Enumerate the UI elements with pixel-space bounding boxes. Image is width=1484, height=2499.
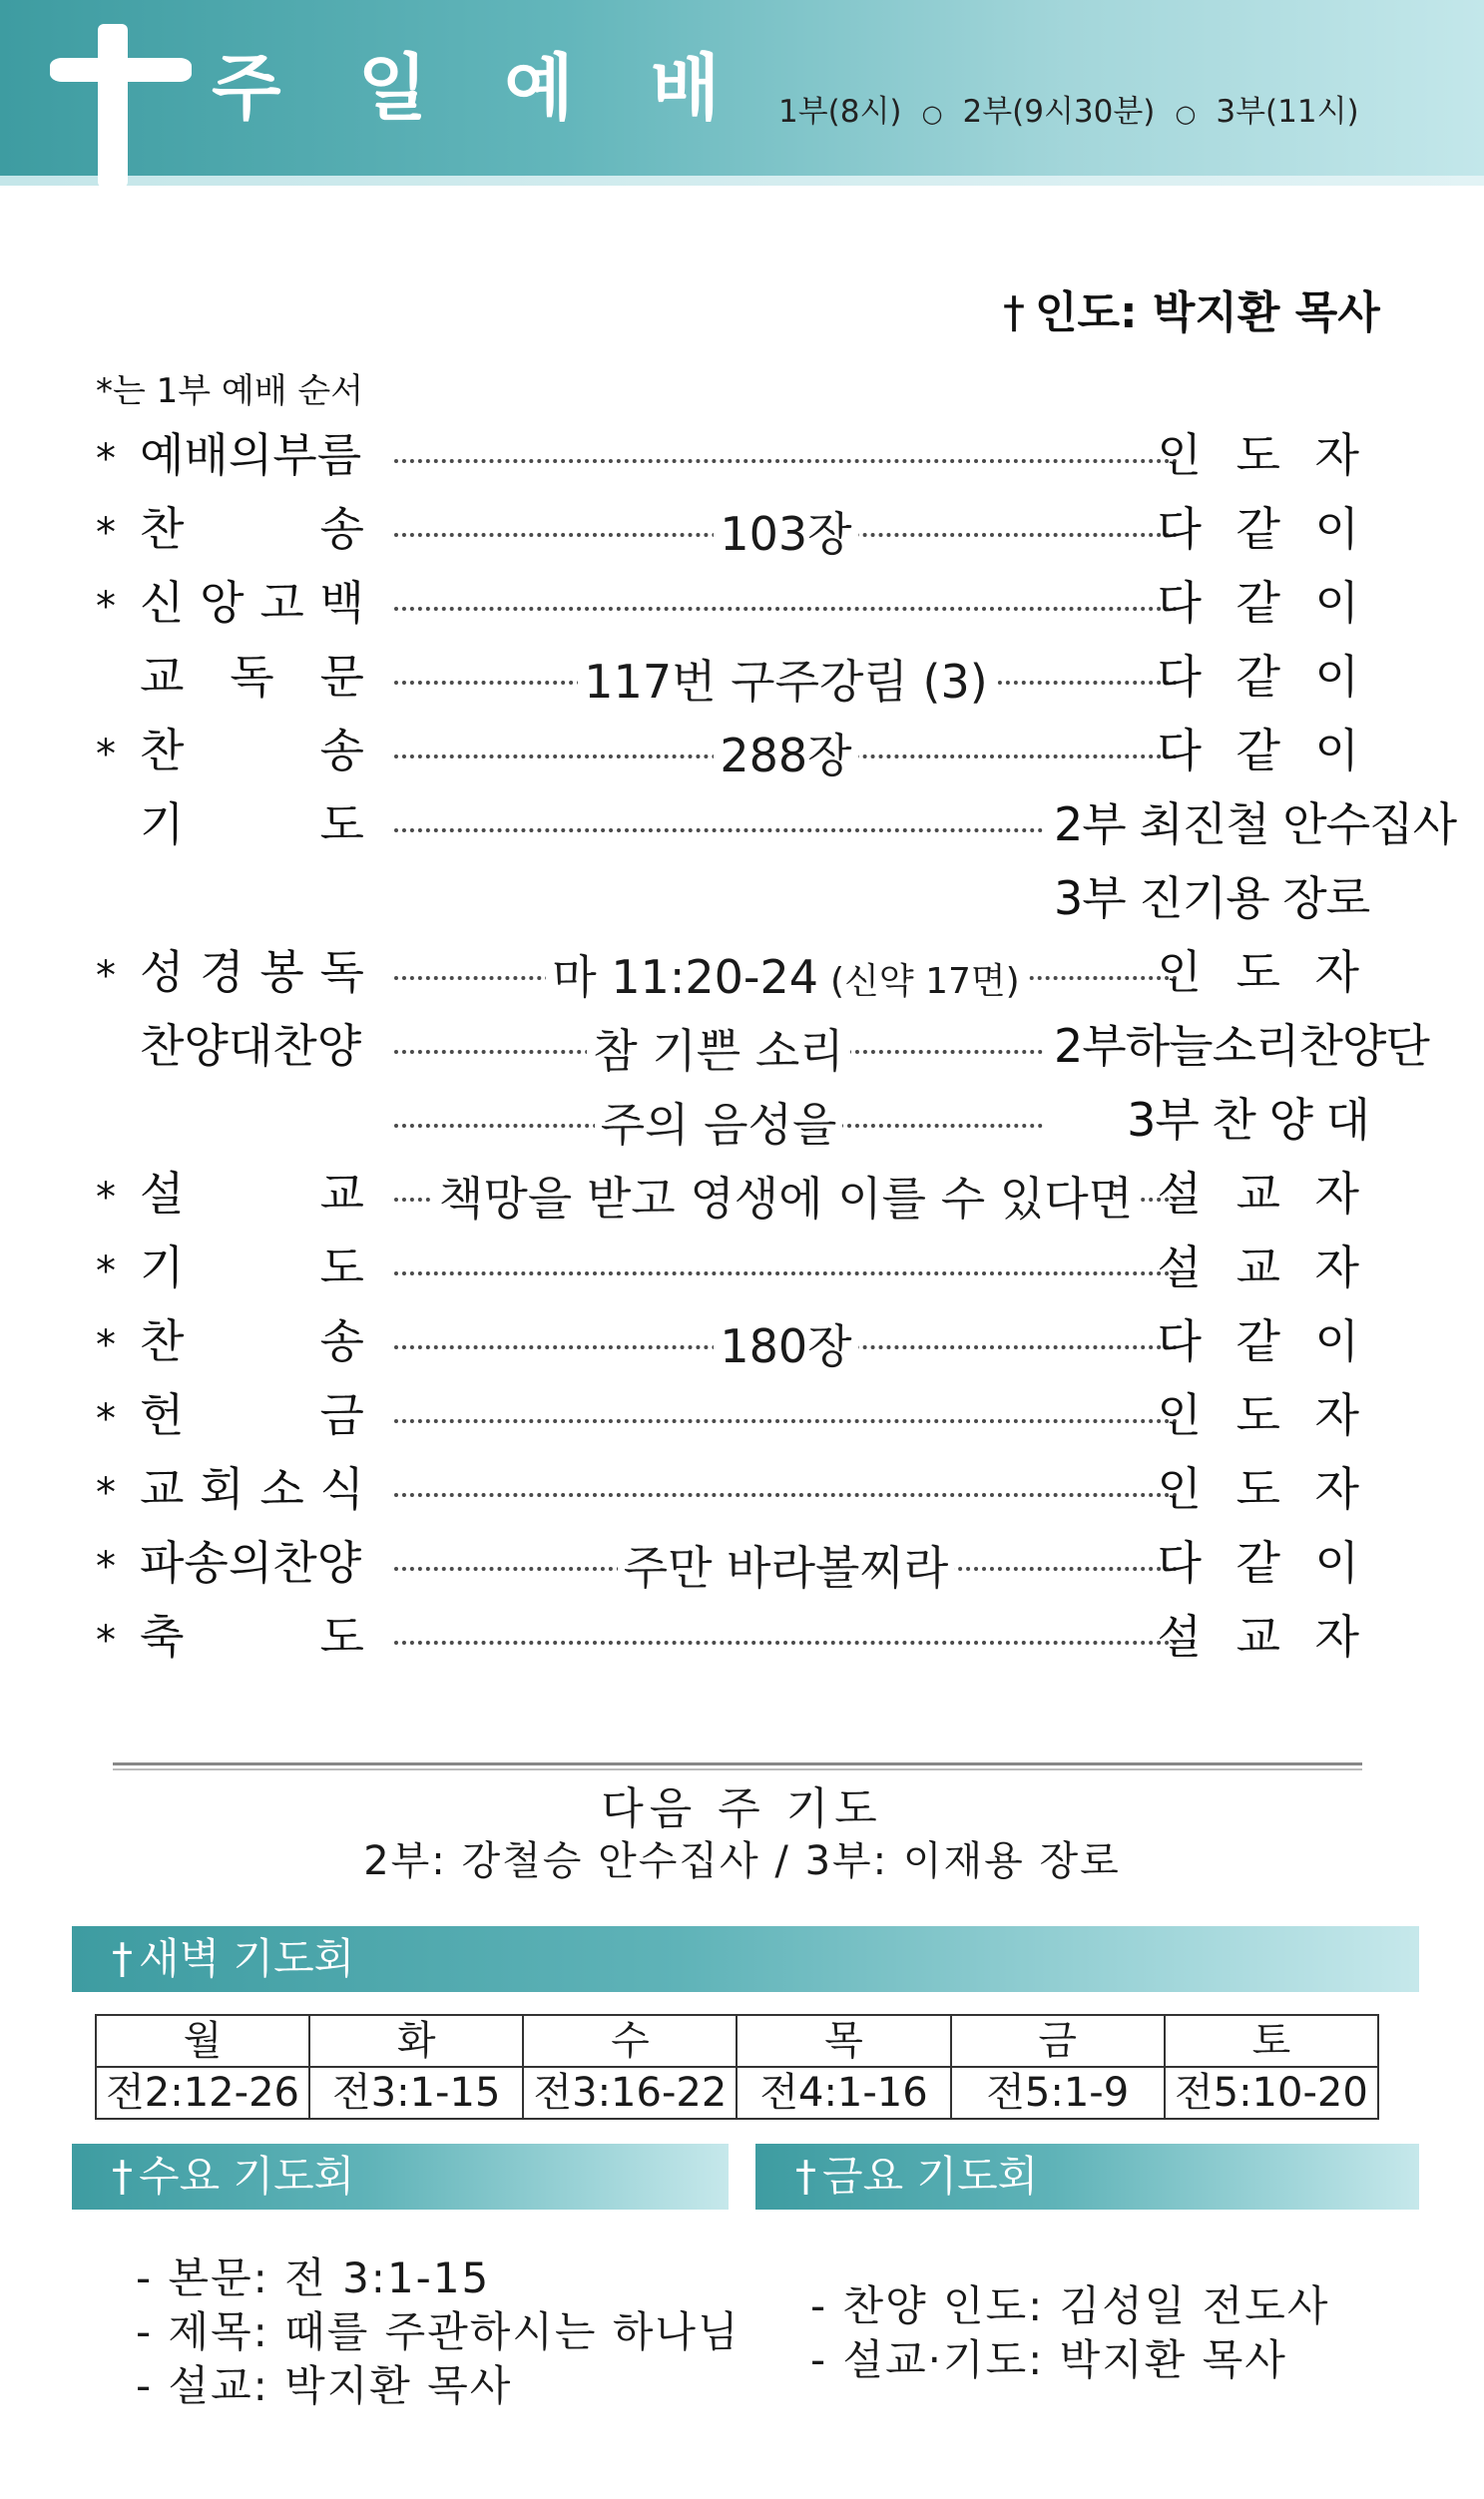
order-note: *는 1부 예배 순서 xyxy=(96,371,364,411)
order-item-person xyxy=(1048,1016,1429,1076)
order-item-person-text: 인 도 자 xyxy=(1157,1388,1369,1442)
order-item-person-text: 3부 찬 양 대 xyxy=(1121,1093,1369,1147)
order-item-person xyxy=(1048,425,1369,485)
order-item-person-text: 다 같 이 xyxy=(1157,650,1369,704)
order-item-label: 기 도 xyxy=(140,797,364,851)
table-header-cell: 월 xyxy=(96,2015,309,2067)
order-item-label: 헌 금 xyxy=(140,1388,364,1442)
order-row xyxy=(0,1305,1484,1379)
wednesday-details xyxy=(136,2251,741,2413)
order-item-person-text: 다 같 이 xyxy=(1157,724,1369,777)
order-row xyxy=(0,567,1484,641)
required-marker: * xyxy=(96,1249,116,1294)
required-marker: * xyxy=(96,1396,116,1442)
service-times xyxy=(778,92,1359,134)
order-item-person-text: 인 도 자 xyxy=(1157,428,1369,482)
order-item-label: 찬 송 xyxy=(140,1314,364,1368)
order-item-person-text: 설 교 자 xyxy=(1157,1610,1369,1664)
order-row xyxy=(0,788,1484,862)
order-item-person xyxy=(1048,1607,1369,1667)
list-item: - 설교: 박지환 목사 xyxy=(136,2361,513,2410)
required-marker: * xyxy=(96,510,116,556)
list-item: - 찬양 인도: 김성일 전도사 xyxy=(810,2281,1330,2330)
order-item-person-text: 3부 진기용 장로 xyxy=(1048,871,1369,925)
friday-prayer-title: 금요 기도회 xyxy=(822,2152,1039,2201)
order-row xyxy=(0,493,1484,567)
order-item-person xyxy=(1048,1164,1369,1224)
friday-prayer-banner xyxy=(755,2144,1419,2210)
order-row xyxy=(0,862,1484,936)
wednesday-prayer-banner xyxy=(72,2144,729,2210)
dawn-prayer-title: 새벽 기도회 xyxy=(139,1934,355,1983)
order-item-person xyxy=(1048,1311,1369,1371)
detail-main: 288장 xyxy=(720,729,852,782)
required-marker: * xyxy=(96,953,116,999)
order-item-person xyxy=(1048,647,1369,707)
order-item-label: 찬 송 xyxy=(140,724,364,777)
divider xyxy=(113,1768,1362,1770)
order-item-person xyxy=(1048,794,1456,854)
order-item-detail-text xyxy=(714,507,857,561)
order-item-detail-text xyxy=(587,1024,849,1078)
order-row xyxy=(0,1010,1484,1084)
order-item-detail-text xyxy=(595,1098,843,1152)
order-row xyxy=(0,1232,1484,1305)
service-time-1: 1부(8시) xyxy=(778,94,902,130)
cross-icon-bar xyxy=(50,58,192,82)
order-item-detail-text xyxy=(578,655,993,709)
order-item-person xyxy=(1048,721,1369,780)
order-item-detail-text xyxy=(714,1319,857,1373)
order-item-person xyxy=(1048,1533,1369,1593)
next-week-prayer: 2부: 강철승 안수집사 / 3부: 이재용 장로 xyxy=(363,1838,1121,1884)
order-item-person xyxy=(1048,1385,1369,1445)
cross-mark-icon: † xyxy=(795,2152,816,2201)
order-item-label: 예배의부름 xyxy=(140,428,362,482)
divider xyxy=(113,1762,1362,1765)
table-cell: 전5:10-20 xyxy=(1165,2067,1378,2119)
order-item-person xyxy=(1048,1090,1369,1150)
order-item-person xyxy=(1048,1459,1369,1519)
table-header-row xyxy=(96,2015,1378,2067)
order-item-label: 교 독 문 xyxy=(140,650,364,704)
wednesday-prayer-title: 수요 기도회 xyxy=(139,2152,355,2201)
dawn-prayer-banner xyxy=(72,1926,1419,1992)
order-item-detail xyxy=(394,1094,1043,1156)
leader-text: 인도: 박지환 목사 xyxy=(1035,287,1380,338)
order-row xyxy=(0,936,1484,1010)
order-item-person-text: 인 도 자 xyxy=(1157,1462,1369,1516)
order-item-label: 기 도 xyxy=(140,1241,364,1294)
order-item-detail-text xyxy=(433,1172,1139,1226)
table-header-cell: 화 xyxy=(309,2015,523,2067)
order-row xyxy=(0,715,1484,788)
dawn-reading-table xyxy=(95,2014,1379,2120)
cross-mark-icon: † xyxy=(112,1934,133,1983)
order-item-label: 설 교 xyxy=(140,1167,364,1221)
required-marker: * xyxy=(96,584,116,630)
order-row xyxy=(0,1084,1484,1158)
required-marker: * xyxy=(96,1322,116,1368)
service-leader xyxy=(1003,285,1380,341)
order-item-person-text: 설 교 자 xyxy=(1157,1167,1369,1221)
order-item-person-text: 다 같 이 xyxy=(1157,576,1369,630)
order-item-label: 신 앙 고 백 xyxy=(140,576,364,630)
order-item-label: 찬 송 xyxy=(140,502,364,556)
order-row xyxy=(0,1158,1484,1232)
order-item-detail-text xyxy=(546,950,1025,1004)
required-marker: * xyxy=(96,1544,116,1590)
table-row xyxy=(96,2067,1378,2119)
order-item-person xyxy=(1048,1238,1369,1297)
table-header-cell: 목 xyxy=(737,2015,950,2067)
order-item-person-text: 다 같 이 xyxy=(1157,1314,1369,1368)
detail-main: 마 11:20-24 xyxy=(552,950,819,1004)
order-row xyxy=(0,641,1484,715)
table-cell: 전2:12-26 xyxy=(96,2067,309,2119)
separator-icon: ○ xyxy=(921,100,943,128)
table-cell: 전3:1-15 xyxy=(309,2067,523,2119)
table-cell: 전5:1-9 xyxy=(951,2067,1165,2119)
list-item: - 제목: 때를 주관하시는 하나님 xyxy=(136,2307,741,2356)
order-item-person-text: 설 교 자 xyxy=(1157,1241,1369,1294)
detail-main: 책망을 받고 영생에 이를 수 있다면 xyxy=(438,1172,1134,1226)
required-marker: * xyxy=(96,1618,116,1664)
order-item-person xyxy=(1048,499,1369,559)
order-item-label: 찬양대찬양 xyxy=(140,1019,362,1073)
order-item-person xyxy=(1048,573,1369,633)
order-item-person-text: 다 같 이 xyxy=(1157,502,1369,556)
order-row xyxy=(0,1601,1484,1675)
order-item-detail-text xyxy=(714,729,857,782)
table-cell: 전4:1-16 xyxy=(737,2067,950,2119)
order-item-label: 파송의찬양 xyxy=(140,1536,362,1590)
detail-main: 117번 구주강림 (3) xyxy=(584,655,988,709)
list-item: - 설교·기도: 박지환 목사 xyxy=(810,2335,1287,2384)
order-item-person xyxy=(1048,868,1369,928)
detail-note: (신약 17면) xyxy=(830,961,1020,1002)
order-row xyxy=(0,1379,1484,1453)
required-marker: * xyxy=(96,732,116,777)
list-item: - 본문: 전 3:1-15 xyxy=(136,2253,491,2302)
detail-main: 주의 음성을 xyxy=(600,1098,837,1152)
page-title: 주 일 예 배 xyxy=(212,46,746,130)
order-item-label: 축 도 xyxy=(140,1610,364,1664)
order-item-person-text: 2부하늘소리찬양단 xyxy=(1048,1019,1429,1073)
table-header-cell: 토 xyxy=(1165,2015,1378,2067)
order-item-detail xyxy=(394,1020,1043,1082)
service-time-2: 2부(9시30분) xyxy=(962,94,1156,130)
separator-icon: ○ xyxy=(1175,100,1197,128)
required-marker: * xyxy=(96,436,116,482)
cross-icon xyxy=(98,24,128,188)
order-item-label: 성 경 봉 독 xyxy=(140,945,364,999)
friday-details xyxy=(810,2279,1329,2387)
table-header-cell: 금 xyxy=(951,2015,1165,2067)
detail-main: 주만 바라볼찌라 xyxy=(623,1541,949,1595)
detail-main: 180장 xyxy=(720,1319,852,1373)
service-time-3: 3부(11시) xyxy=(1216,94,1359,130)
order-item-person xyxy=(1048,942,1369,1002)
required-marker: * xyxy=(96,1470,116,1516)
order-item-person-text: 다 같 이 xyxy=(1157,1536,1369,1590)
order-row xyxy=(0,1453,1484,1527)
cross-mark-icon: † xyxy=(112,2152,133,2201)
table-header-cell: 수 xyxy=(523,2015,737,2067)
required-marker: * xyxy=(96,1175,116,1221)
order-item-person-text: 인 도 자 xyxy=(1157,945,1369,999)
order-row xyxy=(0,1527,1484,1601)
order-row xyxy=(0,419,1484,493)
order-item-person-text: 2부 최진철 안수집사 xyxy=(1048,797,1456,851)
order-item-label: 교 회 소 식 xyxy=(140,1462,364,1516)
detail-main: 참 기쁜 소리 xyxy=(593,1024,844,1078)
dotted-leader xyxy=(394,828,1043,832)
table-cell: 전3:16-22 xyxy=(523,2067,737,2119)
cross-mark-icon: † xyxy=(1003,287,1025,338)
next-week-title: 다음 주 기도 xyxy=(601,1783,883,1834)
order-item-detail-text xyxy=(618,1541,955,1595)
detail-main: 103장 xyxy=(720,507,852,561)
header-underline xyxy=(0,176,1484,186)
